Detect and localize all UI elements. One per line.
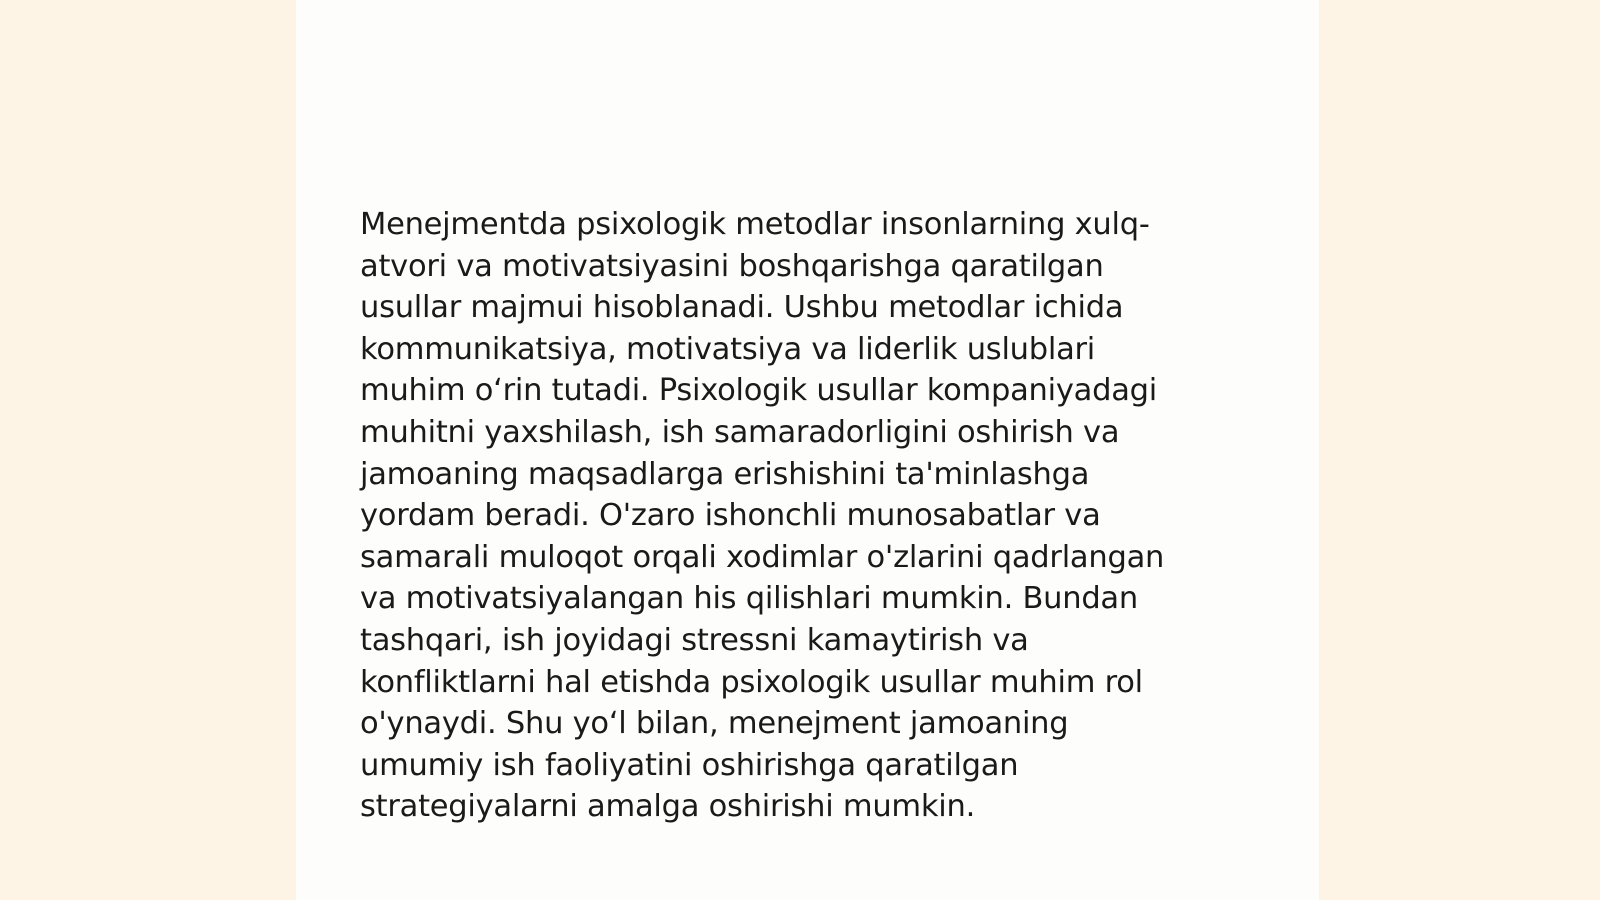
slide-body-text xyxy=(360,204,1250,828)
body-text-line: va motivatsiyalangan his qilishlari mumkin. Bundan xyxy=(360,581,1138,617)
body-text-line: jamoaning maqsadlarga erishishini ta'minlashga xyxy=(360,456,1090,492)
body-text-line: muhitni yaxshilash, ish samaradorligini oshirish va xyxy=(360,414,1120,450)
slide-canvas xyxy=(296,0,1319,900)
body-text-line: umumiy ish faoliyatini oshirishga qaratilgan xyxy=(360,747,1019,783)
body-text-line: muhim o‘rin tutadi. Psixologik usullar kompaniyadagi xyxy=(360,373,1157,409)
body-text-line: Menejmentda psixologik metodlar insonlarning xulq- xyxy=(360,207,1150,242)
body-text-line: konfliktlarni hal etishda psixologik usullar muhim rol xyxy=(360,664,1143,700)
body-text-line: strategiyalarni amalga oshirishi mumkin. xyxy=(360,789,976,825)
body-text-line: tashqari, ish joyidagi stressni kamaytirish va xyxy=(360,622,1029,658)
body-text-line: samarali muloqot orqali xodimlar o'zlarini qadrlangan xyxy=(360,539,1165,575)
body-text-line: yordam beradi. O'zaro ishonchli munosabatlar va xyxy=(360,498,1101,534)
body-text-line: kommunikatsiya, motivatsiya va liderlik uslublari xyxy=(360,331,1096,367)
body-text-line: o'ynaydi. Shu yo‘l bilan, menejment jamoaning xyxy=(360,706,1069,742)
body-text-line: atvori va motivatsiyasini boshqarishga qaratilgan xyxy=(360,248,1104,284)
body-text-line: usullar majmui hisoblanadi. Ushbu metodlar ichida xyxy=(360,290,1124,326)
